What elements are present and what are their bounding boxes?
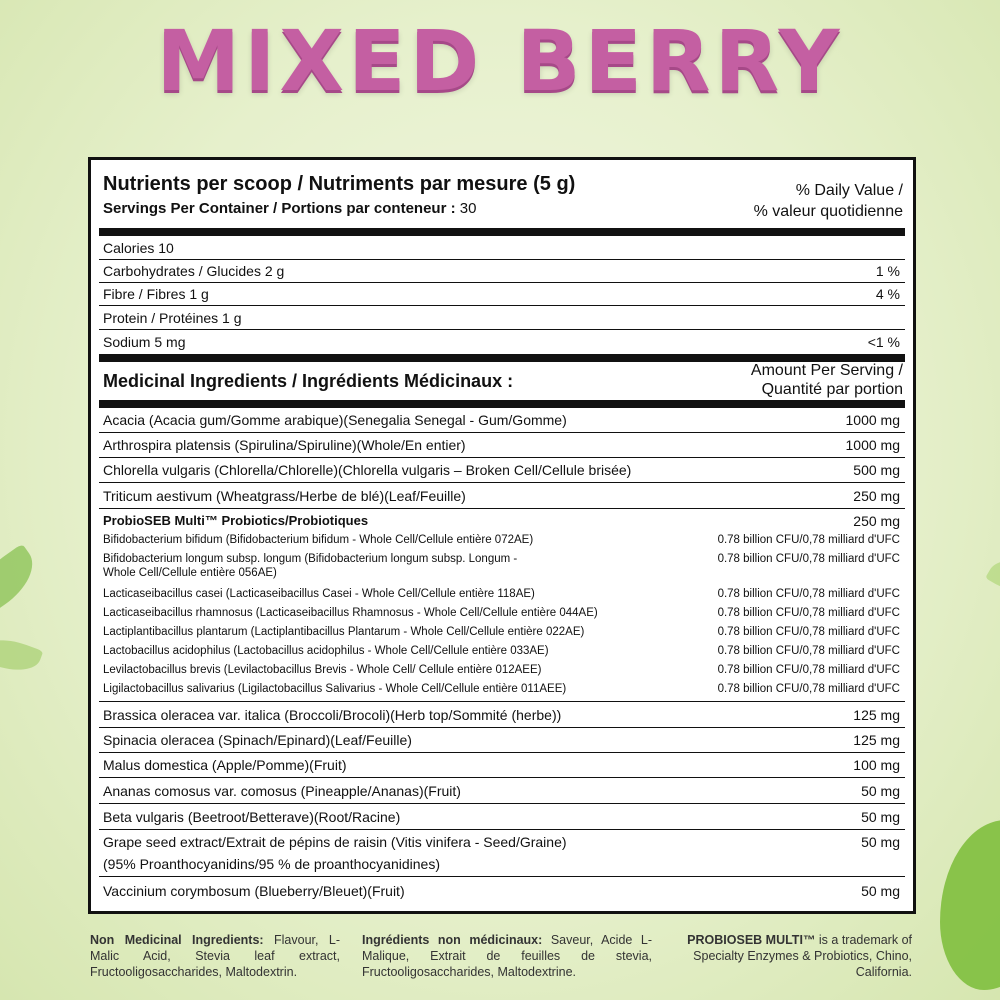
probiotic-row [99,552,905,580]
probiotic-row [99,644,905,658]
probiotic-label: Lactobacillus acidophilus (Lactobacillus acidophilus - Whole Cell/Cellule entière 033AE) [103,645,549,657]
trademark-note [672,932,912,980]
ingredient-row [99,458,905,483]
ingredient-amount: 1000 mg [845,437,900,453]
thick-divider [99,400,905,408]
probiotic-cfu: 0.78 billion CFU/0,78 milliard d'UFC [717,588,900,600]
grape-seed-label: Grape seed extract/Extrait de pépins de raisin (Vitis vinifera - Seed/Graine) [103,834,567,850]
leaf-decoration [940,820,1000,990]
nmi-label: Non Medicinal Ingredients: [90,933,264,947]
ingredient-amount: 125 mg [853,732,900,748]
probiotics-heading: ProbioSEB Multi™ Probiotics/Probiotiques [103,513,369,528]
daily-value-header [754,180,903,222]
probiotic-cfu: 0.78 billion CFU/0,78 milliard d'UFC [717,683,900,695]
probiotic-cfu: 0.78 billion CFU/0,78 milliard d'UFC [717,607,900,619]
leaf-decoration [0,631,43,680]
ingredient-label: Spinacia oleracea (Spinach/Epinard)(Leaf/Feuille) [103,732,412,748]
tm-text: is a trademark of Specialty Enzymes & Probiotics, Chino, California. [693,933,912,979]
ingredient-row [99,433,905,458]
probiotics-heading-row [99,513,905,531]
grape-seed-label-2: (95% Proanthocyanidins/95 % de proanthocyanidines) [103,856,440,872]
ingredient-amount: 500 mg [853,462,900,478]
daily-value-fr: % valeur quotidienne [753,203,903,220]
ingredient-row [99,753,905,778]
nutrition-label: Calories 10 [103,239,174,256]
nutrition-row [99,236,905,260]
nutrition-row [99,330,905,354]
probiotic-label: Bifidobacterium longum subsp. longum (Bifidobacterium longum subsp. Longum - Whole Cell/Cellule entière 056AE) [103,553,518,579]
probiotic-cfu: 0.78 billion CFU/0,78 milliard d'UFC [717,626,900,638]
ingredient-amount: 50 mg [861,808,900,825]
servings-label: Servings Per Container / Portions par conteneur : [103,200,456,217]
amount-per-serving-fr: Quantité par portion [761,381,903,398]
ingredient-amount: 125 mg [853,707,900,723]
probiotic-label: Bifidobacterium bifidum (Bifidobacterium bifidum - Whole Cell/Cellule entière 072AE) [103,534,534,546]
nutrition-row [99,283,905,306]
ingredients-non-medicinaux [362,932,652,980]
ingredient-row [99,483,905,509]
ingredient-label: Vaccinium corymbosum (Blueberry/Bleuet)(Fruit) [103,883,405,899]
ingredient-label: Arthrospira platensis (Spirulina/Spiruline)(Whole/En entier) [103,437,466,453]
ingredient-amount: 50 mg [861,782,900,799]
nutrition-row [99,306,905,330]
leaf-decoration [0,544,45,617]
probiotic-label: Lacticaseibacillus casei (Lacticaseibacillus Casei - Whole Cell/Cellule entière 118AE) [103,588,535,600]
thick-divider [99,228,905,236]
ingredient-row [99,728,905,753]
probiotic-label: Lactiplantibacillus plantarum (Lactiplantibacillus Plantarum - Whole Cell/Cellule entière 022AE) [103,626,585,638]
daily-value-en: % Daily Value / [795,182,903,199]
probiotic-row [99,625,905,639]
nutrition-label: Sodium 5 mg [103,334,186,350]
probiotic-row [99,587,905,601]
amount-per-serving-header [751,361,903,399]
ingredient-row [99,878,905,904]
probiotic-cfu: 0.78 billion CFU/0,78 milliard d'UFC [717,534,900,546]
nutrients-per-scoop: Nutrients per scoop / Nutriments par mesure (5 g) [103,173,576,195]
nutrition-label: Fibre / Fibres 1 g [103,286,209,302]
probiotic-label: Lacticaseibacillus rhamnosus (Lacticaseibacillus Rhamnosus - Whole Cell/Cellule entière 044AE) [103,607,598,619]
leaf-decoration [985,552,1000,598]
probiotic-label: Ligilactobacillus salivarius (Ligilactobacillus Salivarius - Whole Cell/Cellule entière 011AEE) [103,683,567,695]
ingredient-row [99,778,905,804]
probiotic-cfu: 0.78 billion CFU/0,78 milliard d'UFC [717,664,900,676]
ingredient-amount: 50 mg [861,883,900,899]
inm-text: Saveur, Acide L-Malique, Extrait de feuilles de stevia, Fructooligosaccharides, Maltodextrine. [362,933,652,979]
grape-seed-row [99,831,905,877]
tm-label: PROBIOSEB MULTI™ [687,933,816,947]
probiotic-cfu: 0.78 billion CFU/0,78 milliard d'UFC [717,553,900,565]
ingredient-label: Chlorella vulgaris (Chlorella/Chlorelle)(Chlorella vulgaris – Broken Cell/Cellule brisée) [103,462,632,478]
probiotic-cfu: 0.78 billion CFU/0,78 milliard d'UFC [717,645,900,657]
ingredient-label: Triticum aestivum (Wheatgrass/Herbe de blé)(Leaf/Feuille) [103,487,466,504]
nutrition-value: 1 % [875,263,900,279]
nmi-text: Flavour, L-Malic Acid, Stevia leaf extract, Fructooligosaccharides, Maltodextrin. [90,933,340,979]
non-medicinal-ingredients [90,932,340,980]
nutrition-value: 4 % [875,286,900,302]
ingredient-label: Beta vulgaris (Beetroot/Betterave)(Root/Racine) [103,808,401,825]
probiotic-row [99,663,905,677]
probiotic-row [99,533,905,547]
servings-value: 30 [459,200,477,217]
nutrition-row [99,260,905,283]
ingredient-label: Brassica oleracea var. italica (Broccoli/Brocoli)(Herb top/Sommité (herbe)) [103,707,562,723]
probiotics-amount: 250 mg [853,513,900,529]
ingredient-amount: 100 mg [853,757,900,773]
product-title: MIXED BERRY [156,12,844,110]
probiotic-row [99,682,905,696]
probiotic-label: Levilactobacillus brevis (Levilactobacillus Brevis - Whole Cell/ Cellule entière 012AEE) [103,664,542,676]
ingredient-label: Acacia (Acacia gum/Gomme arabique)(Senegalia Senegal - Gum/Gomme) [103,412,567,428]
row-divider [99,701,905,702]
nutrition-label: Carbohydrates / Glucides 2 g [103,263,285,279]
ingredient-label: Malus domestica (Apple/Pomme)(Fruit) [103,757,347,773]
nutrition-value: <1 % [867,334,900,350]
ingredient-row [99,408,905,433]
ingredient-label: Ananas comosus var. comosus (Pineapple/Ananas)(Fruit) [103,782,461,799]
probiotic-row [99,606,905,620]
ingredient-row [99,703,905,728]
amount-per-serving-en: Amount Per Serving / [750,362,903,379]
medicinal-ingredients-heading: Medicinal Ingredients / Ingrédients Médicinaux : [103,371,514,391]
ingredient-amount: 250 mg [853,487,900,504]
ingredient-amount: 1000 mg [845,412,900,428]
servings-per-container [103,200,476,217]
ingredient-row [99,804,905,830]
grape-seed-amount: 50 mg [861,834,900,850]
nutrition-facts-panel [88,157,916,914]
nutrition-label: Protein / Protéines 1 g [103,309,242,326]
inm-label: Ingrédients non médicinaux: [362,933,543,947]
